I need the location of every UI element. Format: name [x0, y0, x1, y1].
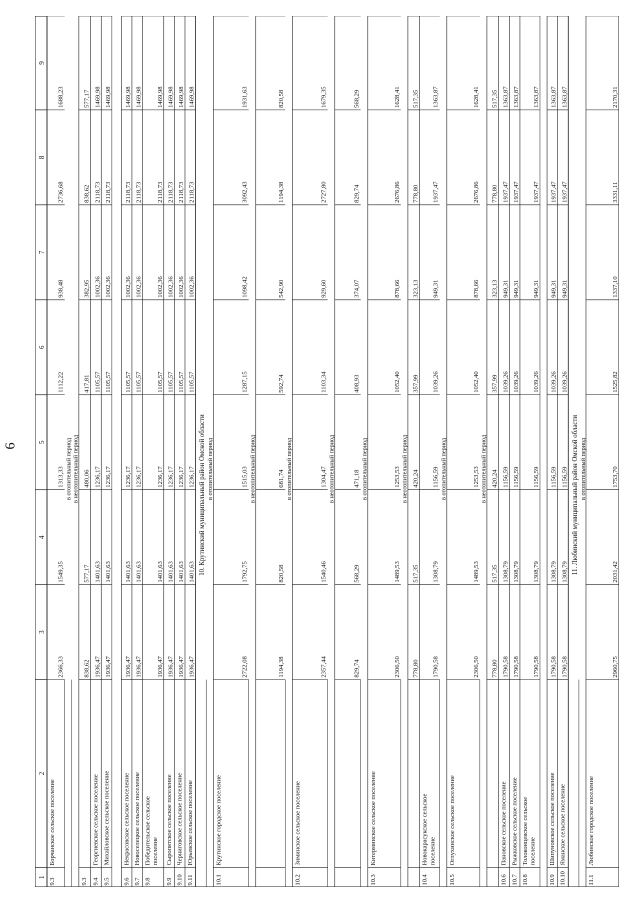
- tariff-value-col-3: 1790,58: [502, 656, 510, 678]
- tariff-value-col-7: 949,31: [432, 279, 440, 298]
- period-label: в неотопительный период: [72, 434, 80, 503]
- tariff-value-col-9: 1469,98: [177, 86, 185, 108]
- tariff-value-col-5: 681,74: [278, 469, 286, 488]
- tariff-value-col-3: 1936,47: [188, 656, 196, 678]
- header-col-6: 6: [38, 345, 46, 350]
- tariff-value-col-8: 1937,47: [550, 181, 558, 203]
- tariff-value-col-3: 838,62: [83, 659, 91, 678]
- settlement-name: Китерминское сельское поселение: [369, 771, 377, 866]
- tariff-value-col-3: 2722,08: [241, 656, 249, 678]
- tariff-value-col-4: 568,29: [353, 564, 361, 583]
- tariff-value-col-9: 820,58: [278, 89, 286, 108]
- tariff-value-col-6: 1039,26: [512, 371, 520, 393]
- tariff-value-col-9: 1363,87: [550, 86, 558, 108]
- settlement-name: Зиминское сельское поселение: [294, 781, 302, 866]
- rotated-table: [35, 16, 619, 887]
- tariff-value-col-6: 1105,57: [167, 371, 175, 393]
- tariff-value-col-9: 1469,98: [124, 86, 132, 108]
- tariff-value-col-6: 1052,40: [393, 371, 401, 393]
- tariff-value-col-7: 1002,36: [124, 276, 132, 298]
- tariff-value-col-5: 1236,17: [124, 466, 132, 488]
- tariff-value-col-4: 1308,79: [561, 561, 569, 583]
- tariff-value-col-8: 2676,86: [472, 181, 480, 203]
- tariff-value-col-9: 1688,23: [57, 86, 65, 108]
- tariff-value-col-6: 1105,57: [177, 371, 185, 393]
- tariff-value-col-4: 577,17: [83, 564, 91, 583]
- tariff-value-col-9: 517,35: [491, 89, 499, 108]
- tariff-value-col-5: 420,24: [412, 469, 420, 488]
- tariff-value-col-8: 2118,73: [135, 181, 143, 203]
- tariff-value-col-3: 2306,50: [472, 656, 480, 678]
- period-label: в отопительный период: [361, 437, 369, 500]
- tariff-value-col-7: 1002,36: [188, 276, 196, 298]
- tariff-value-col-7: 374,07: [353, 279, 361, 298]
- tariff-value-col-5: 480,06: [83, 469, 91, 488]
- tariff-value-col-4: 1401,63: [177, 561, 185, 583]
- section-title: 11. Любинский муниципальный район Омской области: [571, 415, 579, 576]
- tariff-value-col-8: 2118,73: [177, 181, 185, 203]
- tariff-value-col-3: 1790,58: [532, 656, 540, 678]
- settlement-name: Юрьевское сельское поселение: [186, 780, 194, 866]
- tariff-value-col-9: 1363,87: [502, 86, 510, 108]
- tariff-value-col-9: 2170,31: [612, 86, 619, 108]
- tariff-value-col-6: 1039,26: [550, 371, 558, 393]
- tariff-value-col-4: 1401,63: [104, 561, 112, 583]
- tariff-value-col-8: 2118,73: [188, 181, 196, 203]
- period-label: в отопительный период: [65, 437, 73, 500]
- tariff-value-col-7: 382,95: [83, 279, 91, 298]
- tariff-value-col-9: 1469,98: [104, 86, 112, 108]
- tariff-value-col-4: 1308,79: [532, 561, 540, 583]
- tariff-value-col-9: 577,17: [83, 89, 91, 108]
- period-label: в отопительный период: [579, 437, 587, 500]
- tariff-value-col-3: 2306,50: [393, 656, 401, 678]
- tariff-value-col-4: 1489,53: [393, 561, 401, 583]
- section-title: 10. Крутинский муниципальный район Омской области: [199, 414, 207, 576]
- tariff-value-col-4: 1401,63: [156, 561, 164, 583]
- tariff-value-col-3: 829,74: [353, 659, 361, 678]
- settlement-name: Черниговское сельское поселение: [176, 772, 184, 866]
- tariff-value-col-8: 2118,73: [104, 181, 112, 203]
- settlement-name: Рыжковское сельское поселение: [511, 777, 519, 866]
- tariff-value-col-8: 2118,73: [124, 181, 132, 203]
- tariff-value-col-3: 1936,47: [167, 656, 175, 678]
- tariff-value-col-6: 1105,57: [156, 371, 164, 393]
- tariff-value-col-7: 949,31: [550, 279, 558, 298]
- settlement-name: поселение: [152, 837, 160, 866]
- tariff-value-col-6: 1105,57: [188, 371, 196, 393]
- tariff-value-col-7: 1002,36: [104, 276, 112, 298]
- header-col-4: 4: [38, 535, 46, 539]
- tariff-value-col-3: 778,80: [412, 659, 420, 678]
- row-number: 10.3: [369, 874, 377, 886]
- row-number: 10.8: [521, 874, 529, 886]
- tariff-value-col-8: 778,80: [412, 184, 420, 203]
- tariff-value-col-6: 1112,22: [57, 371, 65, 393]
- tariff-value-col-9: 1469,98: [94, 86, 102, 108]
- tariff-value-col-3: 1936,47: [124, 656, 132, 678]
- row-number: 9.6: [123, 877, 131, 886]
- tariff-value-col-4: 1401,63: [135, 561, 143, 583]
- tariff-value-col-7: 1002,36: [156, 276, 164, 298]
- settlement-name: Новокарасукское сельское: [421, 793, 429, 866]
- tariff-value-col-9: 1469,98: [167, 86, 175, 108]
- header-col-8: 8: [38, 155, 46, 160]
- tariff-value-col-6: 357,99: [412, 374, 420, 393]
- tariff-value-col-7: 1337,10: [612, 276, 619, 298]
- tariff-value-col-8: 778,80: [491, 184, 499, 203]
- tariff-value-col-5: 1156,59: [432, 466, 440, 488]
- tariff-value-col-8: 2118,73: [94, 181, 102, 203]
- tariff-value-col-9: 1679,35: [320, 86, 328, 108]
- tariff-value-col-6: 1039,26: [432, 371, 440, 393]
- tariff-value-col-3: 1936,47: [135, 656, 143, 678]
- period-label: в отопительный период: [286, 437, 294, 500]
- tariff-value-col-3: 2960,75: [612, 656, 619, 678]
- row-number: 9.7: [133, 877, 141, 886]
- tariff-value-col-3: 1790,58: [432, 656, 440, 678]
- tariff-value-col-9: 1469,98: [156, 86, 164, 108]
- row-number: 9.5: [103, 877, 111, 886]
- tariff-value-col-9: 1363,87: [432, 86, 440, 108]
- tariff-value-col-9: 1363,87: [532, 86, 540, 108]
- tariff-value-col-9: 1363,87: [512, 86, 520, 108]
- tariff-value-col-8: 1937,47: [561, 181, 569, 203]
- tariff-value-col-7: 1002,36: [177, 276, 185, 298]
- row-number: 10.4: [421, 874, 429, 886]
- tariff-value-col-6: 1103,34: [320, 371, 328, 393]
- tariff-value-col-9: 568,29: [353, 89, 361, 108]
- tariff-value-col-4: 1308,79: [512, 561, 520, 583]
- tariff-value-col-9: 1363,87: [561, 86, 569, 108]
- tariff-value-col-9: 517,35: [412, 89, 420, 108]
- settlement-name: Сыропятское сельское поселение: [165, 774, 173, 866]
- period-label: в неотопительный период: [401, 434, 409, 503]
- tariff-value-col-8: 2736,68: [57, 181, 65, 203]
- tariff-value-col-5: 1156,59: [532, 466, 540, 488]
- tariff-table-grid: [35, 16, 619, 887]
- row-number: 9.9: [165, 877, 173, 886]
- tariff-value-col-3: 778,80: [491, 659, 499, 678]
- tariff-value-col-5: 1515,03: [241, 466, 249, 488]
- header-col-5: 5: [38, 440, 46, 444]
- tariff-value-col-4: 1549,35: [57, 561, 65, 583]
- tariff-value-col-5: 1236,17: [104, 466, 112, 488]
- header-col-2: 2: [38, 771, 46, 776]
- row-number: 11.1: [587, 874, 595, 886]
- tariff-value-col-6: 1105,57: [135, 371, 143, 393]
- row-number: 10.1: [215, 874, 223, 886]
- tariff-value-col-9: 1931,63: [241, 86, 249, 108]
- tariff-value-col-5: 1753,70: [612, 466, 619, 488]
- settlement-name: Пановское сельское поселение: [500, 781, 508, 866]
- tariff-value-col-7: 949,31: [561, 279, 569, 298]
- tariff-value-col-8: 1937,47: [532, 181, 540, 203]
- tariff-value-col-4: 1489,53: [472, 561, 480, 583]
- period-label: в неотопительный период: [249, 434, 257, 503]
- tariff-value-col-7: 949,31: [502, 279, 510, 298]
- tariff-value-col-6: 592,74: [278, 374, 286, 393]
- tariff-value-col-4: 1401,63: [167, 561, 175, 583]
- tariff-value-col-4: 1401,63: [94, 561, 102, 583]
- tariff-value-col-7: 929,60: [320, 279, 328, 298]
- period-label: в отопительный период: [207, 437, 215, 500]
- settlement-name: Михайловское сельское поселение: [103, 770, 111, 866]
- settlement-name: Победительское сельское: [144, 796, 152, 866]
- row-number: 9.4: [92, 877, 100, 886]
- tariff-value-col-4: 1792,75: [241, 561, 249, 583]
- settlement-name: Толоконцевское сельское: [521, 796, 529, 866]
- tariff-value-col-3: 1936,47: [104, 656, 112, 678]
- settlement-name: Яманское сельское поселение: [559, 784, 567, 866]
- tariff-value-col-4: 1540,46: [320, 561, 328, 583]
- page-number: 6: [3, 442, 19, 450]
- tariff-value-col-6: 357,99: [491, 374, 499, 393]
- row-number: 9.3: [49, 877, 56, 886]
- tariff-value-col-8: 838,62: [83, 184, 91, 203]
- header-col-3: 3: [38, 630, 46, 634]
- tariff-value-col-5: 420,24: [491, 469, 499, 488]
- settlement-name: поселение: [529, 837, 537, 866]
- tariff-value-col-8: 1937,47: [512, 181, 520, 203]
- tariff-value-col-3: 1936,47: [94, 656, 102, 678]
- row-number: 9.3: [80, 877, 88, 886]
- tariff-value-col-4: 820,58: [278, 564, 286, 583]
- tariff-table: [35, 16, 619, 887]
- row-number: 9.10: [176, 874, 184, 886]
- tariff-value-col-4: 1308,79: [432, 561, 440, 583]
- row-number: 10.5: [448, 874, 456, 886]
- settlement-name: Любинское городское поселение: [587, 776, 595, 866]
- tariff-value-col-3: 1790,58: [550, 656, 558, 678]
- tariff-value-col-6: 1052,40: [472, 371, 480, 393]
- tariff-value-col-8: 2727,80: [320, 181, 328, 203]
- tariff-value-col-8: 3092,43: [241, 181, 249, 203]
- period-label: в отопительный период: [440, 437, 448, 500]
- period-label: в неотопительный период: [480, 434, 488, 503]
- settlement-name: Шипуновское сельское поселение: [549, 772, 557, 866]
- tariff-value-col-3: 1936,47: [177, 656, 185, 678]
- tariff-value-col-5: 471,18: [353, 469, 361, 488]
- header-col-9: 9: [38, 61, 46, 65]
- tariff-value-col-7: 949,31: [532, 279, 540, 298]
- tariff-value-col-4: 1308,79: [502, 561, 510, 583]
- header-col-7: 7: [38, 250, 46, 255]
- tariff-value-col-6: 1039,26: [561, 371, 569, 393]
- row-number: 10.9: [549, 874, 557, 886]
- tariff-value-col-5: 1236,17: [135, 466, 143, 488]
- tariff-value-col-6: 417,81: [83, 374, 91, 393]
- tariff-value-col-5: 1304,47: [320, 466, 328, 488]
- tariff-value-col-5: 1236,17: [156, 466, 164, 488]
- tariff-value-col-7: 949,31: [512, 279, 520, 298]
- tariff-value-col-4: 1308,79: [550, 561, 558, 583]
- tariff-value-col-5: 1253,53: [472, 466, 480, 488]
- tariff-value-col-8: 829,74: [353, 184, 361, 203]
- tariff-value-col-5: 1236,17: [94, 466, 102, 488]
- tariff-value-col-5: 1156,59: [502, 466, 510, 488]
- tariff-value-col-6: 1039,26: [502, 371, 510, 393]
- settlement-name: Оглухинское сельское поселение: [448, 775, 456, 866]
- settlement-name: Борчанское сельское поселение: [49, 779, 56, 866]
- tariff-value-col-7: 938,48: [57, 279, 65, 298]
- tariff-value-col-8: 2118,73: [156, 181, 164, 203]
- tariff-value-col-4: 1401,63: [124, 561, 132, 583]
- tariff-value-col-3: 1194,38: [278, 656, 286, 678]
- tariff-value-col-7: 323,13: [491, 279, 499, 298]
- tariff-value-col-6: 408,93: [353, 374, 361, 393]
- tariff-value-col-3: 2357,44: [320, 656, 328, 678]
- tariff-value-col-8: 1937,47: [432, 181, 440, 203]
- tariff-value-col-4: 1401,63: [188, 561, 196, 583]
- tariff-value-col-4: 517,35: [412, 564, 420, 583]
- row-number: 10.7: [511, 874, 519, 886]
- settlement-name: Новоселецкое сельское поселение: [133, 772, 141, 866]
- tariff-value-col-6: 1039,26: [532, 371, 540, 393]
- row-number: 10.2: [294, 874, 302, 886]
- tariff-value-col-9: 1469,98: [135, 86, 143, 108]
- tariff-value-col-5: 1156,59: [561, 466, 569, 488]
- tariff-value-col-5: 1156,59: [550, 466, 558, 488]
- tariff-value-col-6: 1105,57: [94, 371, 102, 393]
- tariff-value-col-3: 1790,58: [512, 656, 520, 678]
- tariff-value-col-8: 2118,73: [167, 181, 175, 203]
- period-label: в неотопительный период: [328, 434, 336, 503]
- tariff-value-col-5: 1253,53: [393, 466, 401, 488]
- tariff-value-col-5: 1236,17: [177, 466, 185, 488]
- tariff-value-col-7: 1002,36: [135, 276, 143, 298]
- row-number: 9.8: [144, 877, 152, 886]
- tariff-value-col-5: 1236,17: [167, 466, 175, 488]
- tariff-value-col-9: 1469,98: [188, 86, 196, 108]
- tariff-value-col-6: 1105,57: [104, 371, 112, 393]
- header-col-1: 1: [38, 875, 46, 879]
- row-number: 10.10: [559, 871, 567, 886]
- tariff-value-col-8: 3331,11: [612, 181, 619, 203]
- settlement-name: поселение: [429, 837, 437, 866]
- tariff-value-col-6: 1105,57: [124, 371, 132, 393]
- tariff-value-col-8: 2676,86: [393, 181, 401, 203]
- tariff-value-col-7: 878,66: [393, 279, 401, 298]
- row-number: 9.11: [186, 874, 194, 886]
- tariff-value-col-8: 1937,47: [502, 181, 510, 203]
- tariff-value-col-7: 1002,36: [167, 276, 175, 298]
- tariff-value-col-5: 1156,59: [512, 466, 520, 488]
- tariff-value-col-7: 1098,42: [241, 276, 249, 298]
- tariff-value-col-3: 1936,47: [156, 656, 164, 678]
- tariff-value-col-8: 1194,38: [278, 181, 286, 203]
- tariff-value-col-4: 2031,42: [612, 561, 619, 583]
- settlement-name: Крутинское городское поселение: [215, 775, 223, 866]
- settlement-name: Некрасовское сельское поселение: [123, 773, 131, 866]
- tariff-value-col-4: 517,35: [491, 564, 499, 583]
- tariff-value-col-7: 1002,36: [94, 276, 102, 298]
- tariff-value-col-7: 542,90: [278, 279, 286, 298]
- settlement-name: Георгиевское сельское поселение: [92, 774, 100, 866]
- tariff-value-col-3: 1790,58: [561, 656, 569, 678]
- tariff-value-col-7: 323,13: [412, 279, 420, 298]
- tariff-value-col-6: 1525,82: [612, 371, 619, 393]
- row-number: 10.6: [500, 874, 508, 886]
- tariff-value-col-7: 878,66: [472, 279, 480, 298]
- tariff-value-col-5: 1313,33: [57, 466, 65, 488]
- tariff-value-col-9: 1628,41: [393, 86, 401, 108]
- tariff-value-col-5: 1236,17: [188, 466, 196, 488]
- tariff-value-col-6: 1287,15: [241, 371, 249, 393]
- tariff-value-col-9: 1628,41: [472, 86, 480, 108]
- tariff-value-col-3: 2366,33: [57, 656, 65, 678]
